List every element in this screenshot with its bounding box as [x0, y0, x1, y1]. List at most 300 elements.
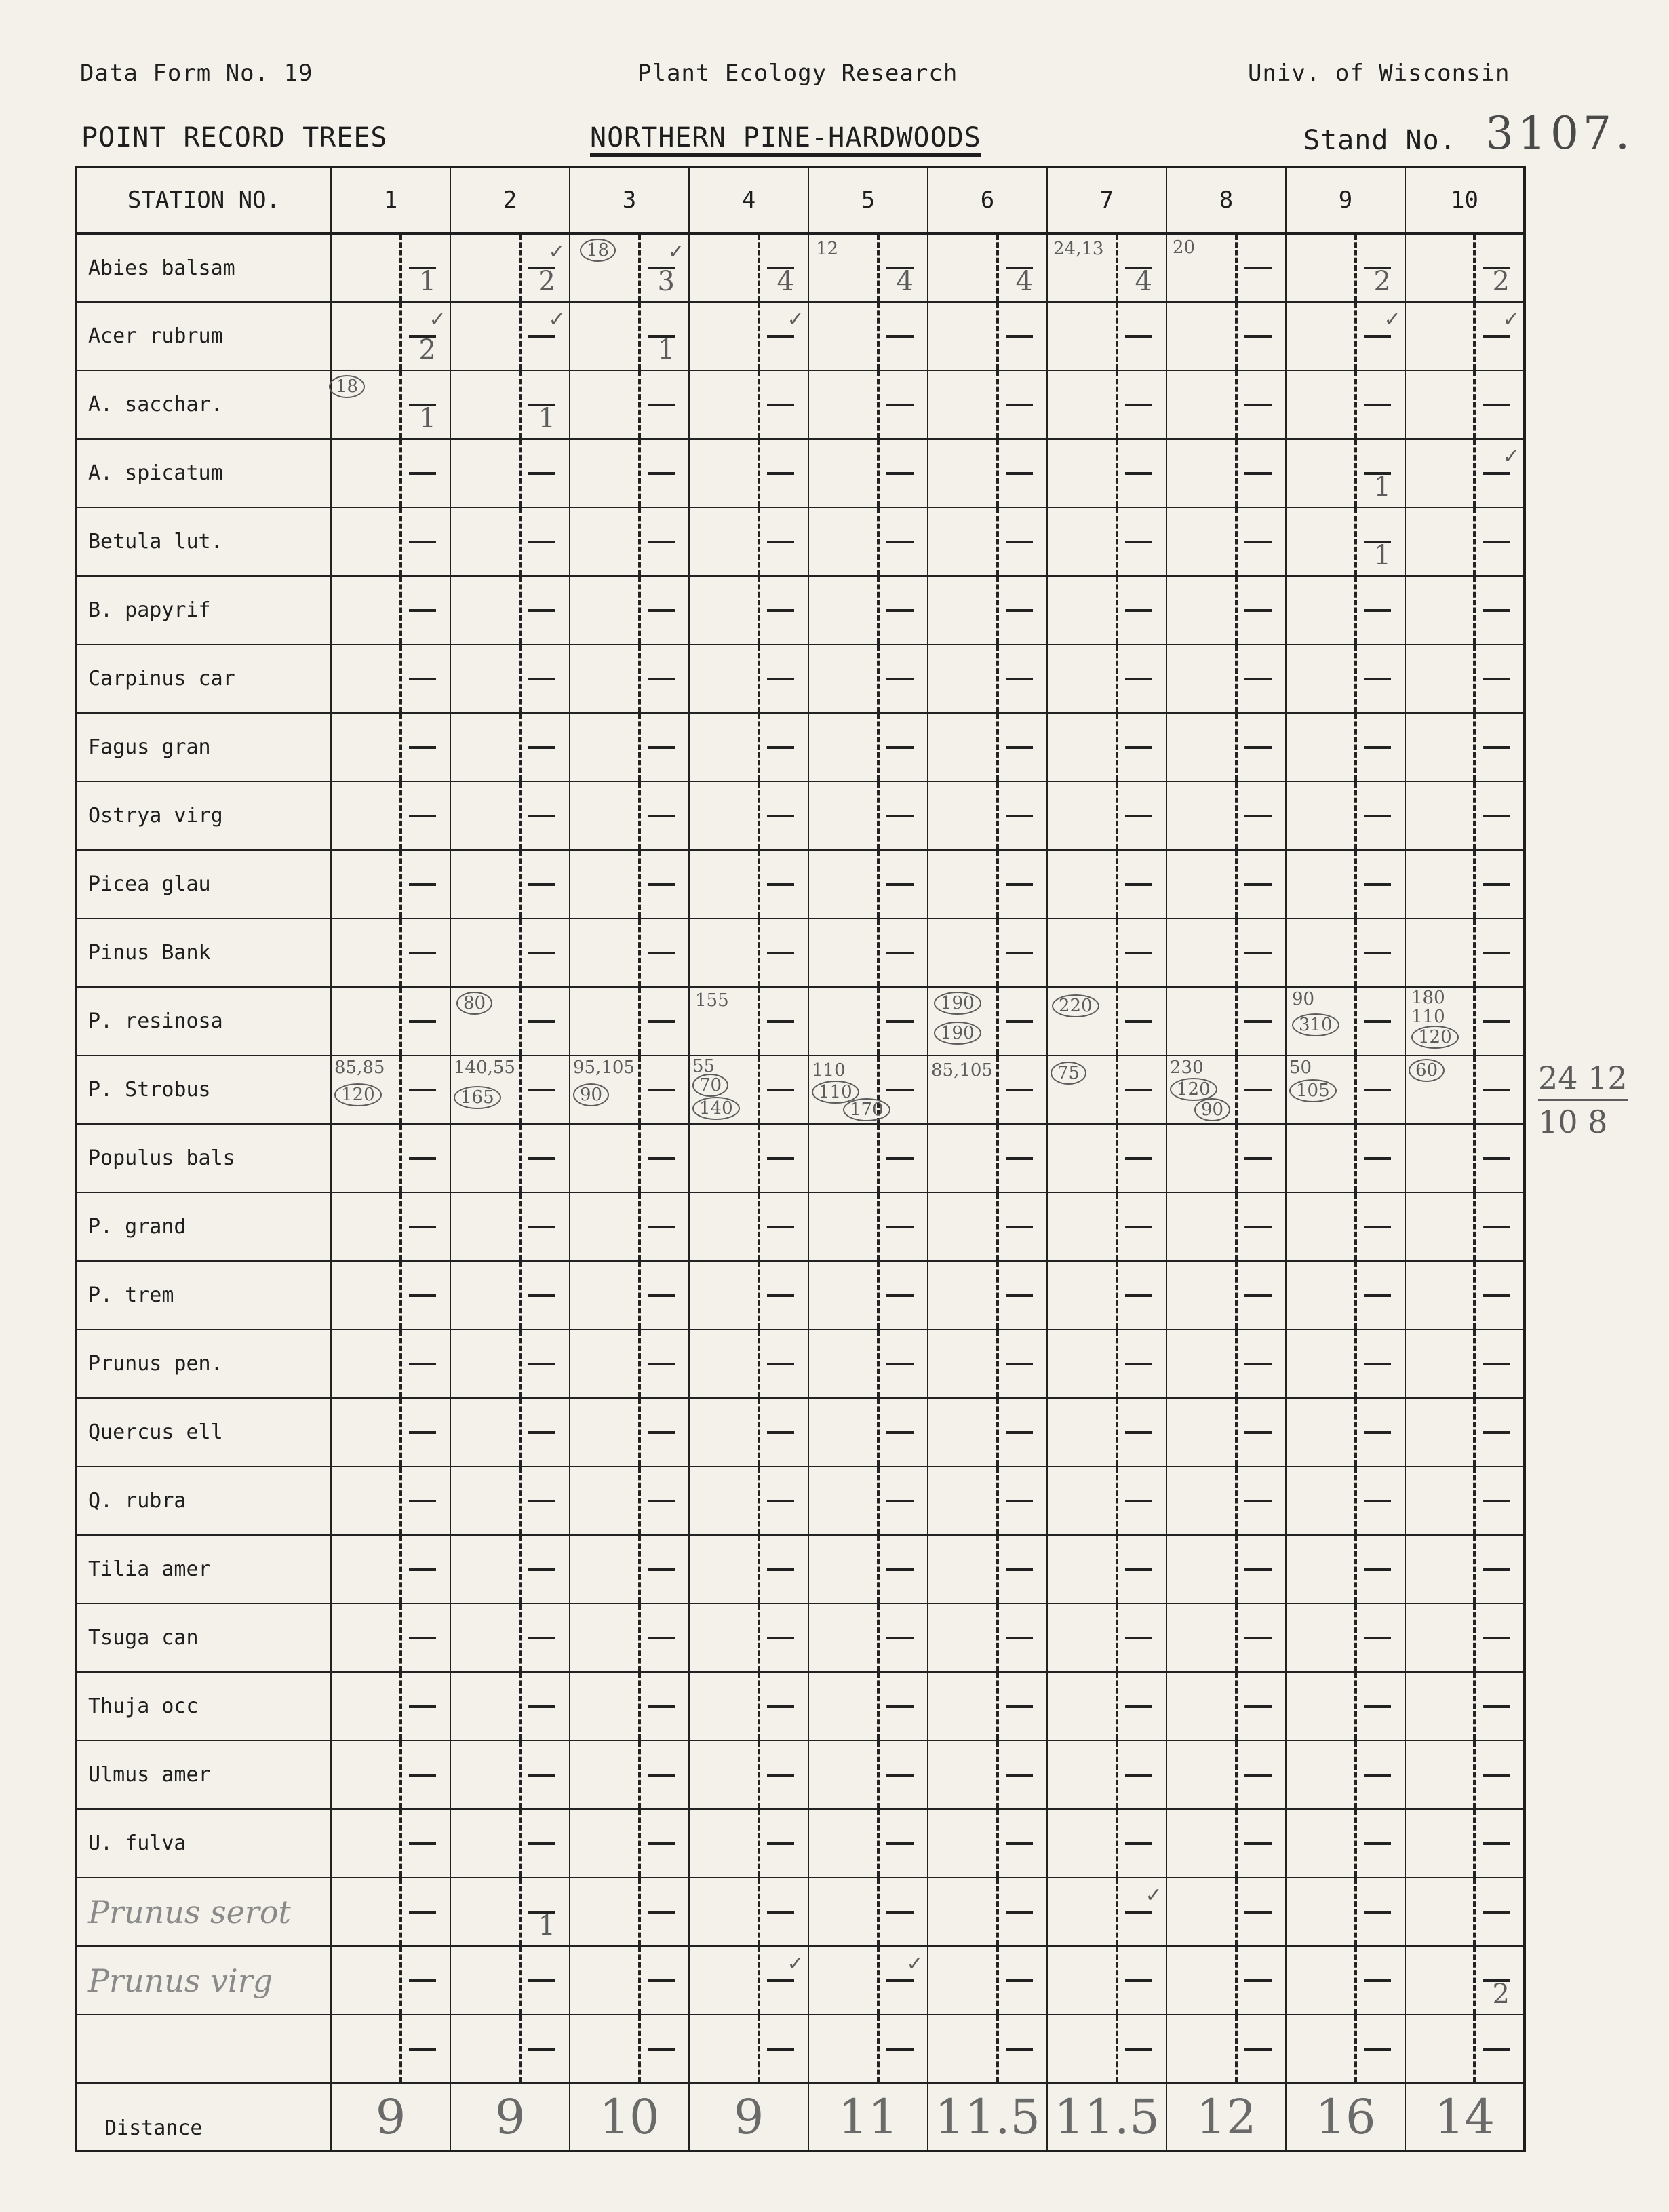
- tally-mark-divider: [996, 645, 1046, 712]
- tally-mark-divider: [996, 303, 1046, 370]
- tally-mark-divider: [758, 1262, 808, 1329]
- entry-cell: [1286, 1124, 1405, 1192]
- distance-value: 11: [808, 2083, 928, 2151]
- tally-mark-divider: [1473, 2015, 1523, 2082]
- entry-cell: [808, 1467, 928, 1535]
- tally-mark-divider: [638, 1262, 688, 1329]
- entry-cell: [928, 1672, 1047, 1741]
- tally-mark-divider: [1354, 1467, 1405, 1534]
- species-row: [76, 1055, 1525, 1124]
- station-9: 9: [1286, 167, 1405, 233]
- entry-cell: [1047, 1467, 1166, 1535]
- tally-mark-divider: [519, 1193, 569, 1260]
- stand-label: Stand No.: [1303, 125, 1457, 156]
- tally-mark-divider: [1354, 371, 1405, 438]
- entry-cell: [689, 439, 808, 507]
- entry-cell: [928, 1330, 1047, 1398]
- station-5: 5: [808, 167, 928, 233]
- handwritten-entry: 90: [1292, 989, 1315, 1009]
- tally-mark-divider: [1235, 1810, 1285, 1877]
- handwritten-entry: 85,85: [334, 1058, 385, 1078]
- tally-mark-divider: [758, 714, 808, 781]
- entry-cell: [450, 1398, 570, 1467]
- entry-cell: [331, 370, 450, 439]
- entry-cell: [450, 370, 570, 439]
- entry-cell: [928, 1261, 1047, 1330]
- tally-mark-divider: [1116, 1193, 1166, 1260]
- entry-cell: [1405, 233, 1525, 302]
- entry-cell: [1405, 1946, 1525, 2015]
- entry-cell: [928, 1809, 1047, 1878]
- tally-mark-divider: [399, 919, 450, 986]
- tally-mark-divider: [638, 1056, 688, 1123]
- entry-cell: [1166, 302, 1286, 370]
- entry-cell: [1405, 576, 1525, 644]
- entry-cell: [1166, 1261, 1286, 1330]
- species-label: Carpinus car: [76, 644, 331, 713]
- tally-mark-divider: [877, 1125, 927, 1192]
- entry-cell: [570, 233, 689, 302]
- entry-cell: [689, 1878, 808, 1946]
- tally-mark-divider: [1235, 2015, 1285, 2082]
- entry-cell: [331, 713, 450, 781]
- margin-note-bottom: 10 8: [1538, 1104, 1608, 1140]
- tally-mark-divider: [638, 1330, 688, 1397]
- entry-cell: [570, 439, 689, 507]
- species-label: U. fulva: [76, 1809, 331, 1878]
- tally-mark-divider: [758, 782, 808, 849]
- tally-mark-divider: [1235, 235, 1285, 301]
- tally-mark-divider: [638, 851, 688, 918]
- tally-mark-divider: [399, 2015, 450, 2082]
- station-6: 6: [928, 167, 1047, 233]
- margin-note: [1538, 1060, 1628, 1140]
- entry-cell: [928, 2015, 1047, 2083]
- tally-mark-divider: [1354, 919, 1405, 986]
- entry-cell: [1405, 1809, 1525, 1878]
- tally-mark-divider: [877, 645, 927, 712]
- entry-cell: [331, 576, 450, 644]
- tally-mark-divider: [1473, 919, 1523, 986]
- tally-mark-divider: [1116, 577, 1166, 644]
- tally-mark-divider: [877, 2015, 927, 2082]
- species-label: Fagus gran: [76, 713, 331, 781]
- tally-mark-divider: [758, 1056, 808, 1123]
- entry-cell: [1047, 781, 1166, 850]
- entry-cell: [331, 781, 450, 850]
- tally-mark-divider: [996, 1536, 1046, 1603]
- community-title: NORTHERN PINE-HARDWOODS: [590, 122, 981, 157]
- tally-mark-divider: [996, 714, 1046, 781]
- entry-cell: [331, 1398, 450, 1467]
- tally-mark-divider: [996, 1947, 1046, 2014]
- handwritten-entry: 140: [692, 1097, 740, 1120]
- tally-mark-divider: [519, 851, 569, 918]
- entry-cell: [570, 850, 689, 918]
- entry-cell: [1405, 1398, 1525, 1467]
- entry-cell: [689, 233, 808, 302]
- tally-mark-divider: [1116, 1673, 1166, 1740]
- tally-mark-divider: [519, 1125, 569, 1192]
- entry-cell: [1286, 302, 1405, 370]
- entry-cell: [570, 2015, 689, 2083]
- tally-mark-divider: [1235, 1056, 1285, 1123]
- handwritten-entry: 12: [816, 239, 839, 259]
- tally-mark-divider: [1116, 1810, 1166, 1877]
- entry-cell: [450, 1535, 570, 1604]
- entry-cell: [928, 1878, 1047, 1946]
- entry-cell: [689, 1192, 808, 1261]
- entry-cell: [1286, 918, 1405, 987]
- handwritten-entry: 120: [1170, 1078, 1217, 1101]
- check-mark-icon: ✓: [788, 305, 802, 332]
- tally-mark-divider: [1235, 1947, 1285, 2014]
- entry-cell: [928, 1124, 1047, 1192]
- tally-mark-divider: [1235, 1399, 1285, 1466]
- tally-mark-divider: [996, 371, 1046, 438]
- entry-cell: [689, 1330, 808, 1398]
- tally-mark-divider: [1116, 1262, 1166, 1329]
- entry-cell: [570, 1672, 689, 1741]
- entry-cell: [1047, 987, 1166, 1055]
- entry-cell: [331, 1741, 450, 1809]
- tally-mark-divider: [877, 1262, 927, 1329]
- station-2: 2: [450, 167, 570, 233]
- tally-mark-divider: [1473, 577, 1523, 644]
- species-label: Prunus pen.: [76, 1330, 331, 1398]
- entry-cell: [808, 1398, 928, 1467]
- entry-cell: [928, 850, 1047, 918]
- tally-mark-divider: [1354, 714, 1405, 781]
- tally-mark-divider: [877, 782, 927, 849]
- tally-mark-divider: [1116, 1330, 1166, 1397]
- handwritten-entry: 1: [1373, 471, 1391, 503]
- tally-mark-divider: [996, 1056, 1046, 1123]
- entry-cell: [570, 1604, 689, 1672]
- entry-cell: [1166, 233, 1286, 302]
- entry-cell: [331, 918, 450, 987]
- stand-number: 3107.: [1485, 107, 1634, 159]
- species-label: Tilia amer: [76, 1535, 331, 1604]
- entry-cell: [1405, 918, 1525, 987]
- entry-cell: [1405, 644, 1525, 713]
- handwritten-entry: 230: [1170, 1058, 1204, 1078]
- species-label: Ulmus amer: [76, 1741, 331, 1809]
- species-row: [76, 1467, 1525, 1535]
- entry-cell: [1047, 439, 1166, 507]
- entry-cell: [1286, 1467, 1405, 1535]
- entry-cell: [1405, 1878, 1525, 1946]
- entry-cell: [1286, 1946, 1405, 2015]
- entry-cell: [1047, 1055, 1166, 1124]
- handwritten-entry: 4: [1015, 266, 1033, 297]
- entry-cell: [689, 644, 808, 713]
- entry-cell: [570, 987, 689, 1055]
- tally-mark-divider: [996, 1399, 1046, 1466]
- entry-cell: [570, 1124, 689, 1192]
- entry-cell: [928, 370, 1047, 439]
- species-row: [76, 302, 1525, 370]
- entry-cell: [1047, 1946, 1166, 2015]
- tally-mark-divider: [1116, 714, 1166, 781]
- entry-cell: [808, 302, 928, 370]
- check-mark-icon: ✓: [549, 305, 564, 332]
- handwritten-entry: 50: [1289, 1058, 1312, 1078]
- entry-cell: [808, 1330, 928, 1398]
- tally-mark-divider: [1235, 714, 1285, 781]
- tally-mark-divider: [877, 577, 927, 644]
- entry-cell: [1286, 1398, 1405, 1467]
- tally-mark-divider: [399, 508, 450, 575]
- tally-mark-divider: [1235, 1467, 1285, 1534]
- tally-mark-divider: [399, 714, 450, 781]
- tally-mark-divider: [399, 1536, 450, 1603]
- tally-mark-divider: [399, 1056, 450, 1123]
- entry-cell: [1166, 1467, 1286, 1535]
- entry-cell: [928, 781, 1047, 850]
- tally-mark-divider: [1235, 577, 1285, 644]
- entry-cell: [928, 233, 1047, 302]
- entry-cell: [570, 1878, 689, 1946]
- entry-cell: [808, 2015, 928, 2083]
- entry-cell: [1405, 507, 1525, 576]
- entry-cell: [1047, 850, 1166, 918]
- handwritten-entry: 18: [329, 375, 365, 398]
- species-row: [76, 1330, 1525, 1398]
- entry-cell: [1405, 302, 1525, 370]
- tally-mark-divider: [399, 645, 450, 712]
- entry-cell: [450, 1261, 570, 1330]
- tally-mark-divider: [1354, 1536, 1405, 1603]
- entry-cell: [1166, 918, 1286, 987]
- distance-label: Distance: [76, 2083, 331, 2151]
- entry-cell: [689, 1741, 808, 1809]
- entry-cell: [450, 1192, 570, 1261]
- species-row: [76, 233, 1525, 302]
- tally-mark-divider: [399, 1125, 450, 1192]
- entry-cell: [808, 1809, 928, 1878]
- tally-mark-divider: [638, 1673, 688, 1740]
- check-mark-icon: ✓: [907, 1949, 922, 1977]
- tally-mark-divider: [996, 1878, 1046, 1945]
- check-mark-icon: ✓: [788, 1949, 802, 1977]
- entry-cell: [808, 576, 928, 644]
- tally-mark-divider: [1473, 1330, 1523, 1397]
- entry-cell: [1166, 1055, 1286, 1124]
- entry-cell: [689, 1398, 808, 1467]
- species-row: [76, 918, 1525, 987]
- entry-cell: [1047, 1192, 1166, 1261]
- entry-cell: [1166, 850, 1286, 918]
- tally-mark-divider: [1116, 919, 1166, 986]
- entry-cell: [808, 1055, 928, 1124]
- entry-cell: [450, 507, 570, 576]
- handwritten-entry: 1: [538, 1910, 555, 1941]
- entry-cell: [331, 1124, 450, 1192]
- form-number: Data Form No. 19: [80, 60, 313, 87]
- handwritten-entry: 24,13: [1053, 239, 1104, 259]
- tally-mark-divider: [1116, 371, 1166, 438]
- entry-cell: [1405, 2015, 1525, 2083]
- entry-cell: [570, 1261, 689, 1330]
- entry-cell: [450, 850, 570, 918]
- tally-mark-divider: [638, 440, 688, 507]
- entry-cell: [331, 644, 450, 713]
- tally-mark-divider: [758, 919, 808, 986]
- entry-cell: [331, 1192, 450, 1261]
- handwritten-entry: 70: [692, 1074, 728, 1097]
- tally-mark-divider: [519, 577, 569, 644]
- entry-cell: [1286, 233, 1405, 302]
- entry-cell: [928, 1467, 1047, 1535]
- tally-mark-divider: [1473, 1536, 1523, 1603]
- tally-mark-divider: [877, 1399, 927, 1466]
- entry-cell: [570, 1741, 689, 1809]
- tally-mark-divider: [1473, 1878, 1523, 1945]
- handwritten-entry: 55: [692, 1056, 715, 1076]
- entry-cell: [1047, 302, 1166, 370]
- check-mark-icon: ✓: [1504, 305, 1518, 332]
- species-row: [76, 781, 1525, 850]
- species-label: Betula lut.: [76, 507, 331, 576]
- station-4: 4: [689, 167, 808, 233]
- entry-cell: [689, 302, 808, 370]
- tally-mark-divider: [638, 1193, 688, 1260]
- entry-cell: [331, 2015, 450, 2083]
- organization: Plant Ecology Research: [637, 60, 958, 87]
- entry-cell: [1166, 1946, 1286, 2015]
- tally-mark-divider: [1116, 508, 1166, 575]
- species-row: [76, 1124, 1525, 1192]
- entry-cell: [689, 2015, 808, 2083]
- entry-cell: [331, 1946, 450, 2015]
- tally-mark-divider: [638, 1536, 688, 1603]
- entry-cell: [689, 1672, 808, 1741]
- handwritten-entry: 190: [934, 992, 981, 1015]
- tally-mark-divider: [519, 1262, 569, 1329]
- entry-cell: [1166, 2015, 1286, 2083]
- distance-value: 16: [1286, 2083, 1405, 2151]
- tally-mark-divider: [1235, 1193, 1285, 1260]
- entry-cell: [450, 918, 570, 987]
- handwritten-entry: 60: [1409, 1059, 1445, 1082]
- tally-mark-divider: [638, 1467, 688, 1534]
- tally-mark-divider: [1354, 1947, 1405, 2014]
- entry-cell: [928, 713, 1047, 781]
- tally-mark-divider: [996, 1193, 1046, 1260]
- entry-cell: [689, 713, 808, 781]
- tally-mark-divider: [638, 714, 688, 781]
- handwritten-entry: 4: [1135, 266, 1152, 297]
- entry-cell: [928, 302, 1047, 370]
- tally-mark-divider: [758, 851, 808, 918]
- entry-cell: [808, 1124, 928, 1192]
- entry-cell: [689, 1055, 808, 1124]
- entry-cell: [808, 1946, 928, 2015]
- tally-mark-divider: [519, 1536, 569, 1603]
- tally-mark-divider: [1235, 1604, 1285, 1671]
- entry-cell: [450, 713, 570, 781]
- tally-mark-divider: [1354, 1604, 1405, 1671]
- entry-cell: [1405, 439, 1525, 507]
- entry-cell: [450, 1946, 570, 2015]
- tally-mark-divider: [877, 1536, 927, 1603]
- tally-mark-divider: [996, 851, 1046, 918]
- tally-mark-divider: [638, 1878, 688, 1945]
- handwritten-entry: 140,55: [454, 1058, 515, 1078]
- tally-mark-divider: [1116, 1056, 1166, 1123]
- handwritten-entry: 85,105: [931, 1060, 993, 1081]
- entry-cell: [928, 1741, 1047, 1809]
- handwritten-entry: 155: [695, 990, 729, 1011]
- species-row: [76, 1604, 1525, 1672]
- handwritten-entry: 75: [1051, 1062, 1086, 1085]
- entry-cell: [1166, 439, 1286, 507]
- species-row: [76, 1192, 1525, 1261]
- check-mark-icon: ✓: [669, 237, 683, 265]
- entry-cell: [1047, 370, 1166, 439]
- entry-cell: [450, 302, 570, 370]
- tally-mark-divider: [399, 1673, 450, 1740]
- tally-mark-divider: [399, 1604, 450, 1671]
- entry-cell: [689, 1535, 808, 1604]
- entry-cell: [689, 370, 808, 439]
- entry-cell: [1286, 2015, 1405, 2083]
- entry-cell: [1405, 1467, 1525, 1535]
- tally-mark-divider: [758, 1193, 808, 1260]
- entry-cell: [331, 1467, 450, 1535]
- tally-mark-divider: [1116, 1604, 1166, 1671]
- tally-mark-divider: [638, 577, 688, 644]
- entry-cell: [808, 370, 928, 439]
- entry-cell: [450, 439, 570, 507]
- tally-mark-divider: [758, 1604, 808, 1671]
- species-label: Tsuga can: [76, 1604, 331, 1672]
- tally-mark-divider: [1473, 1125, 1523, 1192]
- tally-mark-divider: [996, 782, 1046, 849]
- handwritten-entry: 90: [1194, 1098, 1230, 1121]
- tally-mark-divider: [758, 1810, 808, 1877]
- species-label: P. grand: [76, 1192, 331, 1261]
- species-label: Picea glau: [76, 850, 331, 918]
- entry-cell: [1286, 1261, 1405, 1330]
- entry-cell: [1166, 713, 1286, 781]
- entry-cell: [1047, 1878, 1166, 1946]
- entry-cell: [1047, 1124, 1166, 1192]
- tally-mark-divider: [1354, 988, 1405, 1055]
- station-7: 7: [1047, 167, 1166, 233]
- tally-mark-divider: [1473, 508, 1523, 575]
- entry-cell: [570, 1535, 689, 1604]
- entry-cell: [1405, 1192, 1525, 1261]
- tally-mark-divider: [638, 1810, 688, 1877]
- tally-mark-divider: [758, 577, 808, 644]
- tally-mark-divider: [638, 782, 688, 849]
- tally-mark-divider: [399, 1810, 450, 1877]
- tally-mark-divider: [758, 1673, 808, 1740]
- station-no-header: STATION NO.: [76, 167, 331, 233]
- handwritten-entry: 1: [1373, 540, 1391, 571]
- handwritten-entry: 120: [1411, 1026, 1459, 1049]
- entry-cell: [1405, 1741, 1525, 1809]
- entry-cell: [1286, 1878, 1405, 1946]
- tally-mark-divider: [996, 1673, 1046, 1740]
- species-row: [76, 713, 1525, 781]
- handwritten-entry: 2: [538, 266, 555, 297]
- handwritten-entry: 4: [896, 266, 914, 297]
- tally-mark-divider: [996, 988, 1046, 1055]
- entry-cell: [450, 1604, 570, 1672]
